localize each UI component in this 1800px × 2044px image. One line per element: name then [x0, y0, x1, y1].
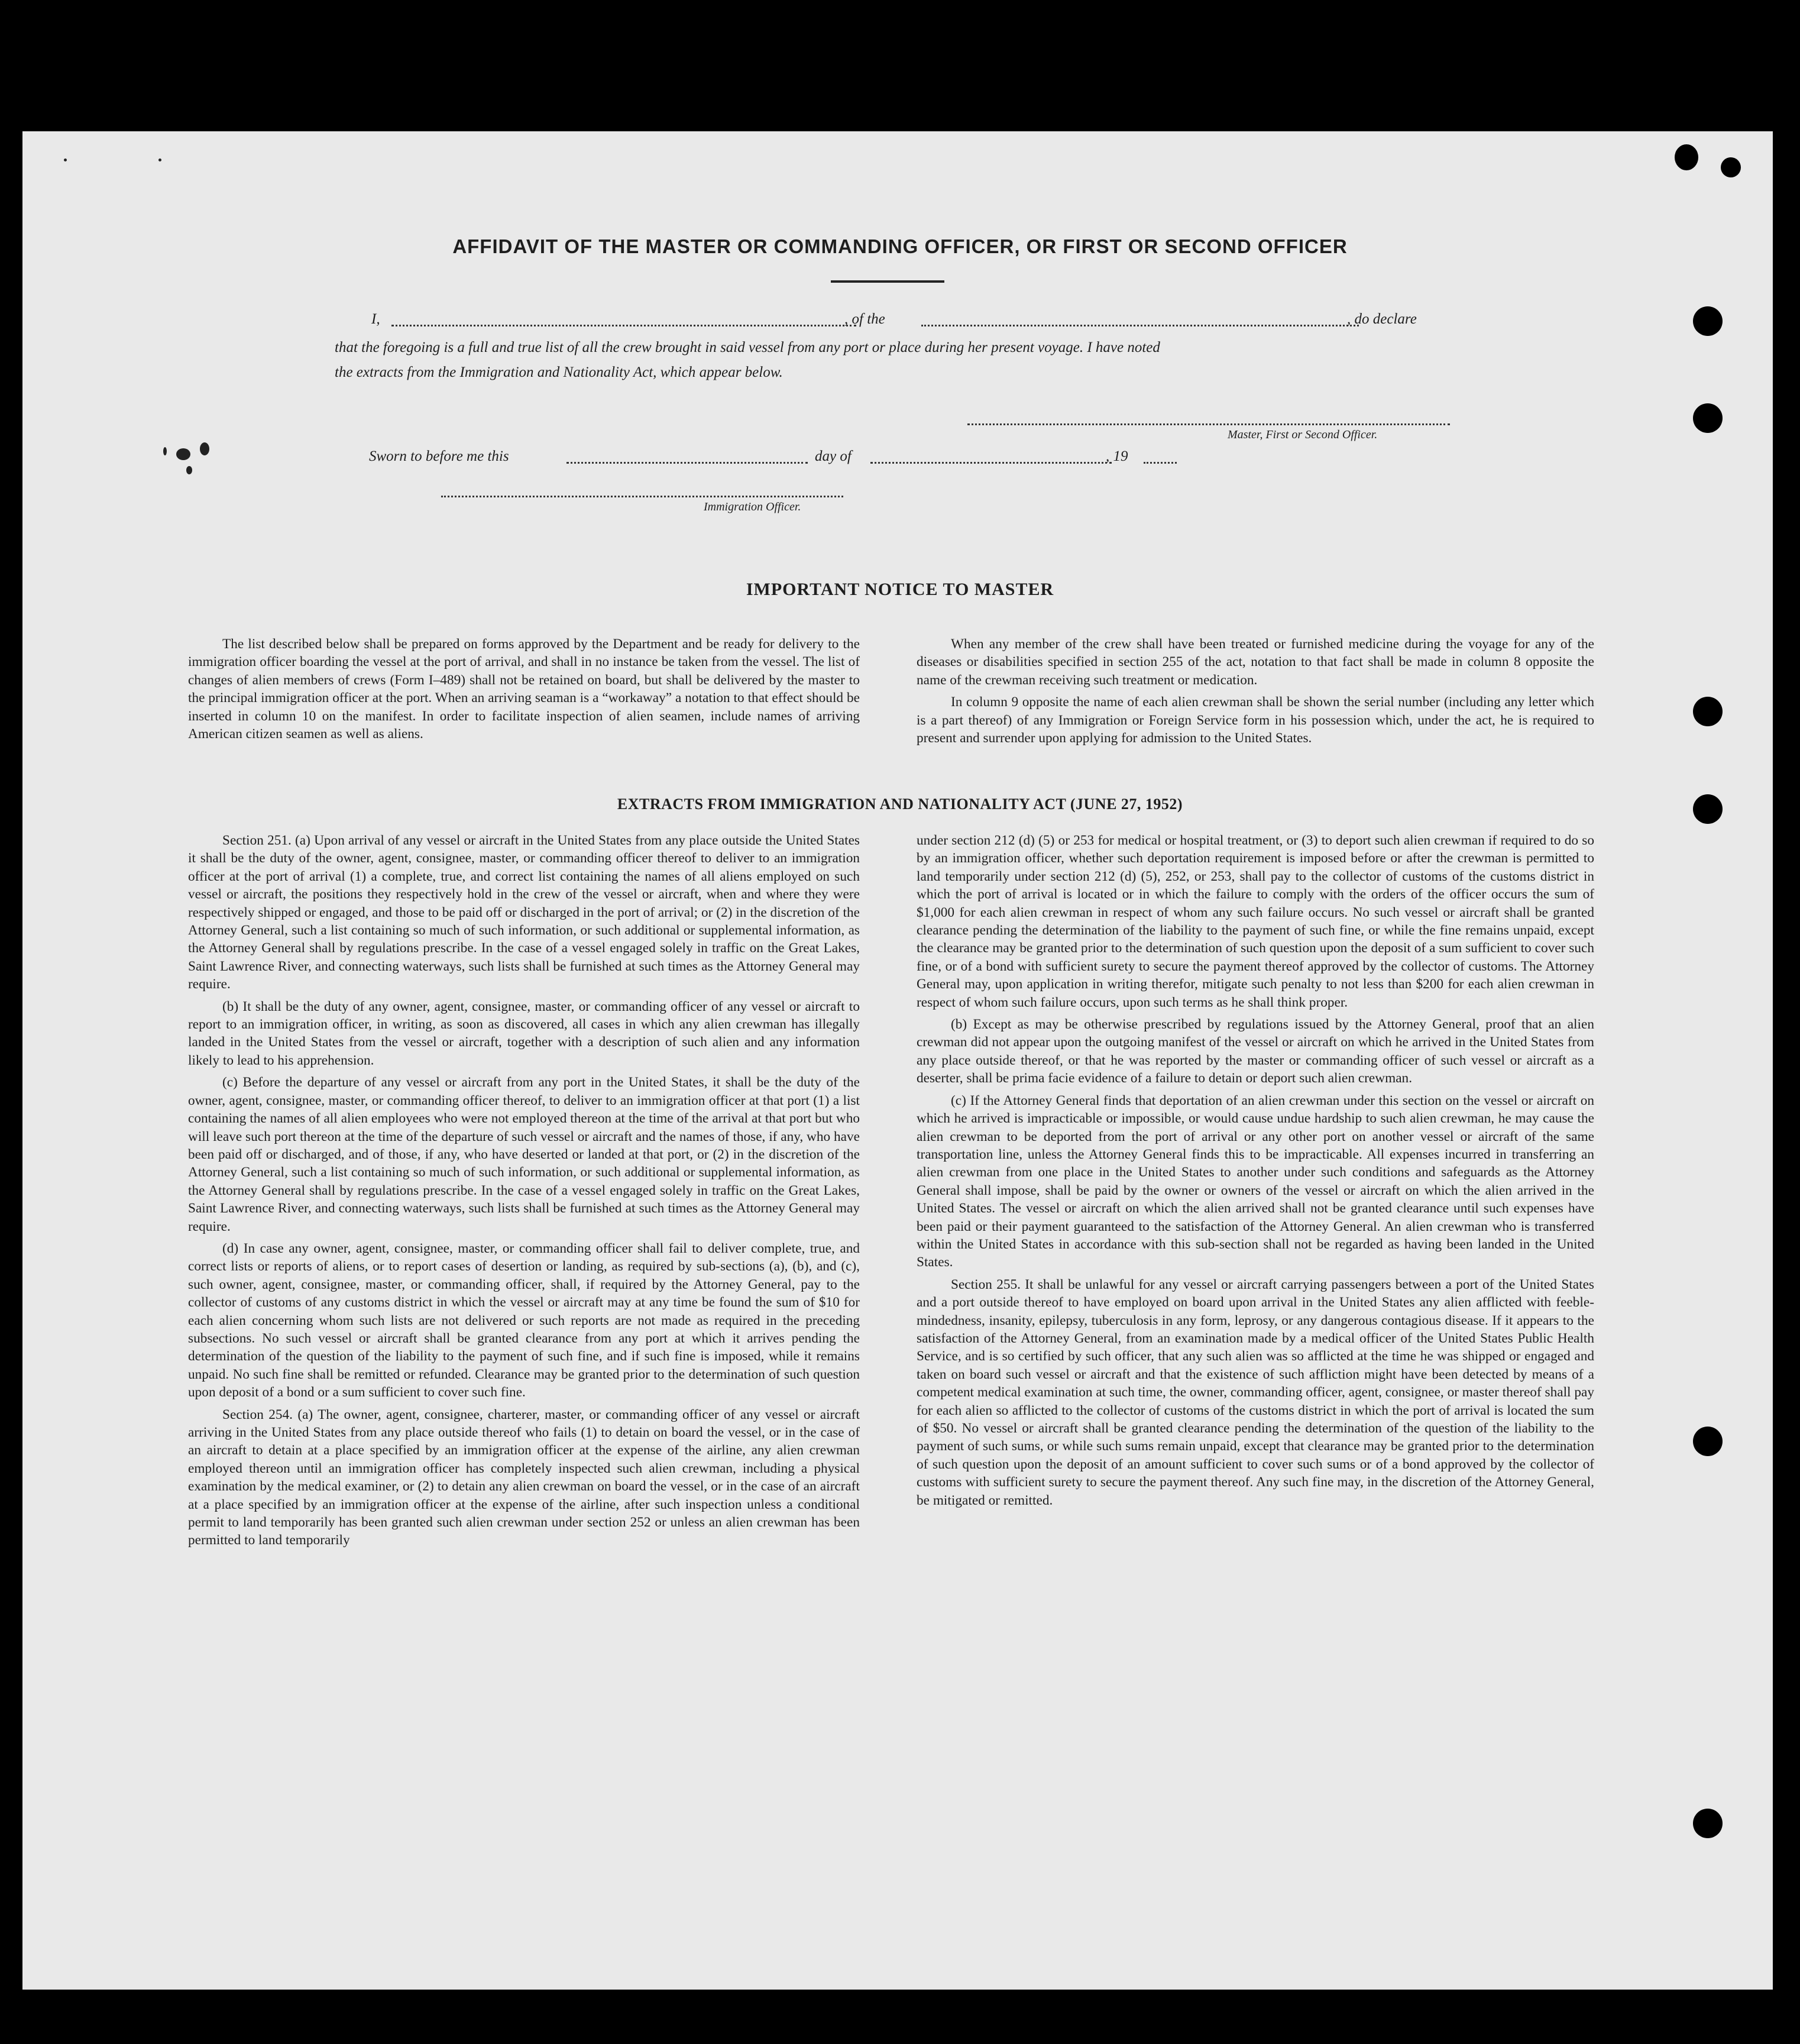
- affidavit-title: AFFIDAVIT OF THE MASTER OR COMMANDING OFFICER, OR FIRST OR SECOND OFFICER: [452, 235, 1348, 257]
- statute-paragraph: (d) In case any owner, agent, consignee, master, or commanding officer shall fail to deliver complete, true, and correct lists or reports of aliens, or to report cases of desertion or landing, as required by sub-sections (a), (b), and (c), such owner, agent, consignee, master, or commanding officer, shall, if required by the Attorney General, pay to the collector of customs of any customs district in which the vessel or aircraft may at any time be found the sum of $10 for each alien concerning whom such lists are not delivered or such reports are not made as required in the preceding subsections. No such vessel or aircraft shall be granted clearance from any port at which it arrives pending the determination of the question of the liability to the payment of such fine, and if such fine is imposed, while it remains unpaid. No such fine shall be remitted or refunded. Clearance may be granted prior to the determination of such question upon deposit of a bond or a sum sufficient to cover such fine.: [188, 1240, 860, 1401]
- master-signature-caption: Master, First or Second Officer.: [1228, 428, 1378, 441]
- statute-paragraph: (b) It shall be the duty of any owner, agent, consignee, master, or commanding officer of any vessel or aircraft to report to an immigration officer, in writing, as soon as discovered, all cases in which any alien crewman has illegally landed in the United States from the vessel or aircraft, together with a description of such alien and any information likely to lead to his apprehension.: [188, 998, 860, 1068]
- statute-paragraph: (c) If the Attorney General finds that deportation of an alien crewman under this section on the vessel or aircraft on which he arrived is impracticable or impossible, or would cause undue hardship to such alien crewman, he may cause the alien crewman to be deported from the port of arrival or any other port on another vessel or aircraft of the same transportation line, unless the Attorney General finds this to be impracticable. All expenses incurred in transferring an alien crewman from one place in the United States to another under such conditions and safeguards as the Attorney General shall impose, shall be paid by the owner or owners of the vessel or aircraft on which the alien arrived in the United States. The vessel or aircraft on which the alien arrived shall not be granted clearance until such expenses have been paid or their payment guaranteed to the satisfaction of the Attorney General. An alien crewman who is transferred within the United States in accordance with this sub-section shall not be regarded as having been landed in the United States.: [917, 1092, 1594, 1270]
- ink-speck: [186, 466, 192, 474]
- declaration-line-3: the extracts from the Immigration and Nationality Act, which appear below.: [335, 364, 783, 380]
- punch-hole: [1693, 403, 1723, 433]
- declare-text: , do declare: [1347, 311, 1417, 327]
- title-rule: [831, 280, 944, 283]
- punch-hole: [1675, 144, 1698, 170]
- immigration-officer-signature-field[interactable]: [441, 496, 843, 497]
- immigration-officer-caption: Immigration Officer.: [704, 500, 801, 513]
- ink-speck: [176, 448, 190, 460]
- year-label: , 19: [1106, 448, 1128, 464]
- extracts-right-column: [917, 832, 1594, 1513]
- ink-speck: [163, 447, 167, 455]
- ink-speck: [64, 159, 67, 161]
- vessel-name-field[interactable]: [921, 325, 1359, 326]
- punch-hole: [1693, 697, 1723, 726]
- declaration-line-2: that the foregoing is a full and true list of all the crew brought in said vessel from any port or place during her present voyage. I have noted: [335, 339, 1160, 355]
- statute-paragraph: (b) Except as may be otherwise prescribed by regulations issued by the Attorney General, proof that an alien crewman did not appear upon the outgoing manifest of the vessel or aircraft on which he arrived in the United States from any place outside thereof, or that he was reported by the master or commanding officer of such vessel or aircraft as a deserter, shall be prima facie evidence of a failure to detain or deport such alien crewman.: [917, 1017, 1594, 1086]
- master-signature-field[interactable]: [967, 423, 1450, 425]
- sworn-day-field[interactable]: [566, 462, 808, 464]
- punch-hole: [1721, 157, 1741, 177]
- notice-title: IMPORTANT NOTICE TO MASTER: [746, 580, 1054, 599]
- punch-hole: [1693, 1427, 1723, 1456]
- declarant-name-field[interactable]: [391, 325, 856, 326]
- ink-speck: [200, 442, 209, 455]
- notice-left-column: [188, 635, 860, 747]
- sworn-year-field[interactable]: [1144, 462, 1177, 464]
- declarant-label: I,: [371, 311, 380, 327]
- statute-paragraph: Section 255. It shall be unlawful for any vessel or aircraft carrying passengers between a port of the United States and a port outside thereof to have employed on board upon arrival in the United States any alien afflicted with feeble-mindedness, insanity, epilepsy, tuberculosis in any form, leprosy, or any dangerous contagious disease. If it appears to the satisfaction of the Attorney General, from an examination made by a medical officer of the United States Public Health Service, and is so certified by such officer, that any such alien was so afflicted at the time he was shipped or engaged and taken on board such vessel or aircraft and that the existence of such affliction might have been detected by means of a competent medical examination at such time, the owner, commanding officer, agent, consignee, or master thereof shall pay for each alien so afflicted to the collector of customs of the customs district in which the port of arrival is located the sum of $50. No vessel or aircraft shall be granted clearance pending the determination of the question of the liability to the payment of such sums, or while such sums remain unpaid, except that clearance may be granted prior to the determination of such question upon the deposit of an amount sufficient to cover such sums or of a bond approved by the collector of customs with sufficient surety to secure the payment thereof. Any such fine may, in the discretion of the Attorney General, be mitigated or remitted.: [917, 1276, 1594, 1508]
- notice-right-column: [917, 635, 1594, 751]
- sworn-label: Sworn to before me this: [369, 448, 509, 464]
- ink-speck: [158, 159, 161, 161]
- notice-paragraph: The list described below shall be prepared on forms approved by the Department and be ready for delivery to the immigration officer boarding the vessel at the port of arrival, and shall in no instance be taken from the vessel. The list of changes of alien members of crews (Form I–489) shall not be retained on board, but shall be delivered by the master to the principal immigration officer at the port. When an arriving seaman is a “workaway” a notation to that effect should be inserted in column 10 on the manifest. In order to facilitate inspection of alien seamen, include names of arriving American citizen seamen as well as aliens.: [188, 636, 860, 742]
- statute-paragraph: under section 212 (d) (5) or 253 for medical or hospital treatment, or (3) to deport such alien crewman if required to do so by an immigration officer, whether such deportation requirement is imposed before or after the crewman is permitted to land temporarily under section 212 (d) (5), 252, or 253, shall pay to the collector of customs of the customs district in which the port of arrival is located or in which the failure to comply with the orders of the officer occurs the sum of $1,000 for each alien crewman in respect of whom any such failure occurs. No such vessel or aircraft shall be granted clearance pending the determination of the liability to the payment of such fine, or while the fine remains unpaid, except the clearance may be granted prior to the determination of such question upon the deposit of a sum sufficient to cover such fine, or of a bond with sufficient surety to secure the payment thereof approved by the collector of customs. The Attorney General may, upon application in writing therefor, mitigate such penalty to not less than $200 for each alien crewman in respect of whom such failure occurs, upon such terms as he shall think proper.: [917, 833, 1594, 1010]
- sworn-month-field[interactable]: [870, 462, 1112, 464]
- notice-paragraph: When any member of the crew shall have been treated or furnished medicine during the voyage for any of the diseases or disabilities specified in section 255 of the act, notation to that fact shall be made in column 8 opposite the name of the crewman receiving such treatment or medication.: [917, 636, 1594, 688]
- statute-paragraph: Section 251. (a) Upon arrival of any vessel or aircraft in the United States from any place outside the United States it shall be the duty of the owner, agent, consignee, master, or commanding officer thereof to deliver to an immigration officer at the port of arrival (1) a complete, true, and correct list containing the names of all aliens employed on such vessel or aircraft, the positions they respectively hold in the crew of the vessel or aircraft, when and where they were respectively shipped or engaged, and those to be paid off or discharged in the port of arrival; or (2) in the discretion of the Attorney General, such a list containing so much of such information, or such additional or supplemental information, as the Attorney General shall by regulations prescribe. In the case of a vessel engaged solely in traffic on the Great Lakes, Saint Lawrence River, and connecting waterways, such lists shall be furnished at such times as the Attorney General may require.: [188, 833, 860, 992]
- punch-hole: [1693, 1809, 1723, 1838]
- extracts-left-column: [188, 832, 860, 1554]
- punch-hole: [1693, 306, 1723, 336]
- statute-paragraph: (c) Before the departure of any vessel or aircraft from any port in the United States, it shall be the duty of the owner, agent, consignee, master, or commanding officer thereof, to deliver to an immigration officer at that port (1) a list containing the names of all alien employees who were not employed thereon at the time of the arrival at that port but who will leave such port thereon at the time of the departure of such vessel or aircraft and the names of those, if any, who have been paid off or discharged, and of those, if any, who have deserted or landed at that port, or (2) in the discretion of the Attorney General, such a list containing so much of such information, or such additional or supplemental information, as the Attorney General shall by regulations prescribe. In the case of a vessel engaged solely in traffic on the Great Lakes, Saint Lawrence River, and connecting waterways, such lists shall be furnished at such times as the Attorney General may require.: [188, 1075, 860, 1234]
- vessel-label: , of the: [844, 311, 885, 327]
- notice-paragraph: In column 9 opposite the name of each alien crewman shall be shown the serial number (including any letter which is a part thereof) of any Immigration or Foreign Service form in his possession which, under the act, he is required to present and surrender upon applying for admission to the United States.: [917, 694, 1594, 746]
- extracts-title: EXTRACTS FROM IMMIGRATION AND NATIONALITY ACT (JUNE 27, 1952): [617, 795, 1183, 813]
- statute-paragraph: Section 254. (a) The owner, agent, consignee, charterer, master, or commanding officer of any vessel or aircraft arriving in the United States from any place outside thereof who fails (1) to detain on board the vessel, or in the case of an aircraft to detain at a place specified by an immigration officer at the expense of the airline, any alien crewman employed thereon until an immigration officer has completely inspected such alien crewman, including a physical examination by the medical examiner, or (2) to detain any alien crewman on board the vessel, or in the case of an aircraft at a place specified by an immigration officer at the expense of the airline, after such inspection unless a conditional permit to land temporarily has been granted such alien crewman under section 252 or unless an alien crewman has been permitted to land temporarily: [188, 1406, 860, 1548]
- day-of-label: day of: [815, 448, 852, 464]
